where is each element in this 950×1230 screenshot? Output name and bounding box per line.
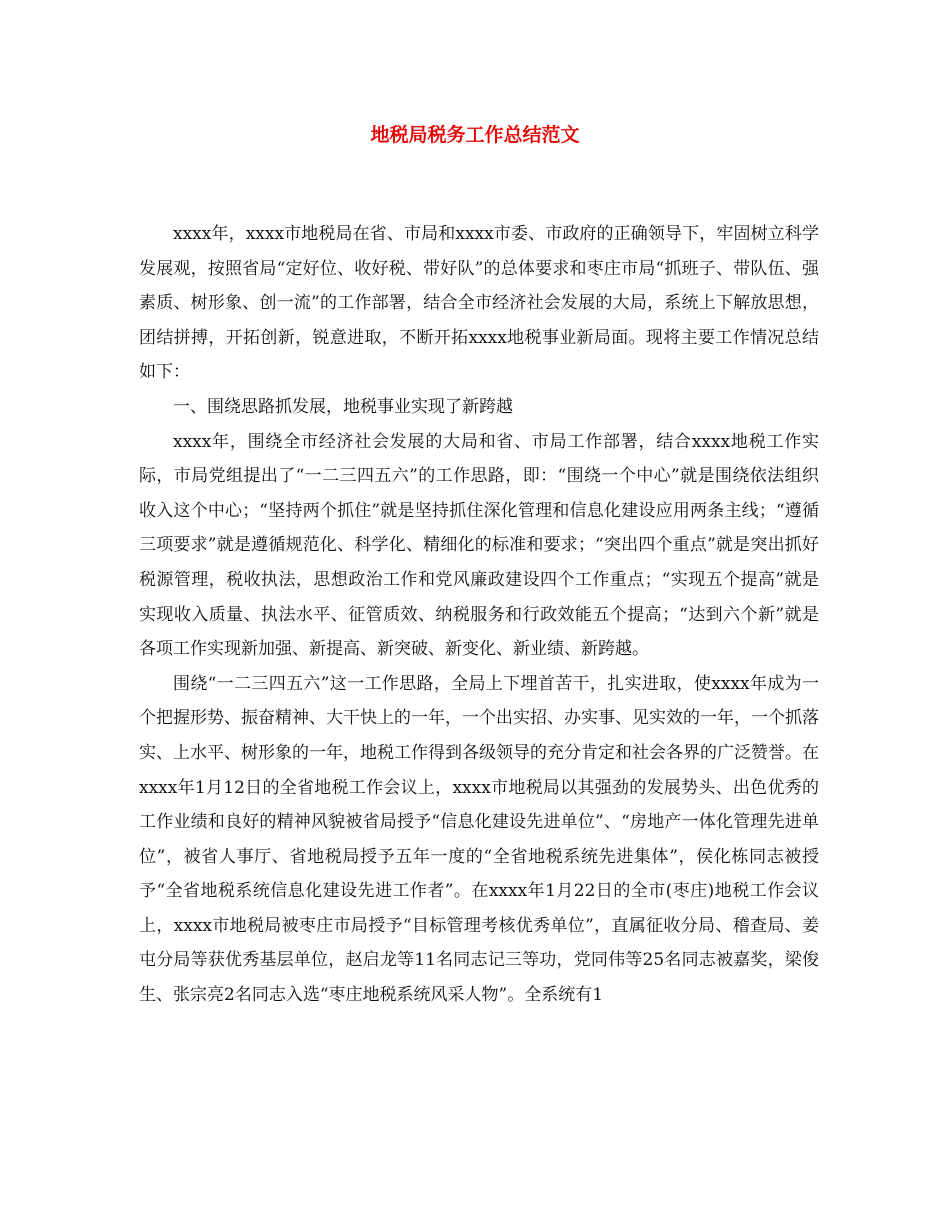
document-body [139,217,819,1013]
document-title: 地税局税务工作总结范文 [370,124,580,146]
paragraph-achievements: 围绕“一二三四五六”这一工作思路，全局上下埋首苦干，扎实进取，使xxxx年成为一个把握形势、振奋精神、大干快上的一年，一个出实招、办实事、见实效的一年，一个抓落实、上水平、树形象的一年，地税工作得到各级领导的充分肯定和社会各界的广泛赞誉。在xxxx年1月12日的全省地税工作会议上，xxxx市地税局以其强劲的发展势头、出色优秀的工作业绩和良好的精神风貌被省局授予“信息化建设先进单位”、“房地产一体化管理先进单位”，被省人事厅、省地税局授予五年一度的“全省地税系统先进集体”，侯化栋同志被授予“全省地税系统信息化建设先进工作者”。在xxxx年1月22日的全市(枣庄)地税工作会议上，xxxx市地税局被枣庄市局授予“目标管理考核优秀单位”，直属征收分局、稽查局、姜屯分局等获优秀基层单位，赵启龙等11名同志记三等功，党同伟等25名同志被嘉奖，梁俊生、张宗亮2名同志入选“枣庄地税系统风采人物”。全系统有1 [139,673,819,1006]
paragraph-intro: xxxx年，xxxx市地税局在省、市局和xxxx市委、市政府的正确领导下，牢固树立科学发展观，按照省局“定好位、收好税、带好队”的总体要求和枣庄市局“抓班子、带队伍、强素质、树形象、创一流”的工作部署，结合全市经济社会发展的大局，系统上下解放思想，团结拼搏，开拓创新，锐意进取，不断开拓xxxx地税事业新局面。现将主要工作情况总结如下： [139,224,819,383]
section-heading-1: 一、围绕思路抓发展，地税事业实现了新跨越 [173,396,513,417]
paragraph-work-approach: xxxx年，围绕全市经济社会发展的大局和省、市局工作部署，结合xxxx地税工作实际，市局党组提出了“一二三四五六”的工作思路，即：“围绕一个中心”就是围绕依法组织收入这个中心；“坚持两个抓住”就是坚持抓住深化管理和信息化建设应用两条主线；“遵循三项要求”就是遵循规范化、科学化、精细化的标准和要求；“突出四个重点”就是突出抓好税源管理，税收执法，思想政治工作和党风廉政建设四个工作重点；“实现五个提高”就是实现收入质量、执法水平、征管质效、纳税服务和行政效能五个提高；“达到六个新”就是各项工作实现新加强、新提高、新突破、新变化、新业绩、新跨越。 [139,431,819,660]
